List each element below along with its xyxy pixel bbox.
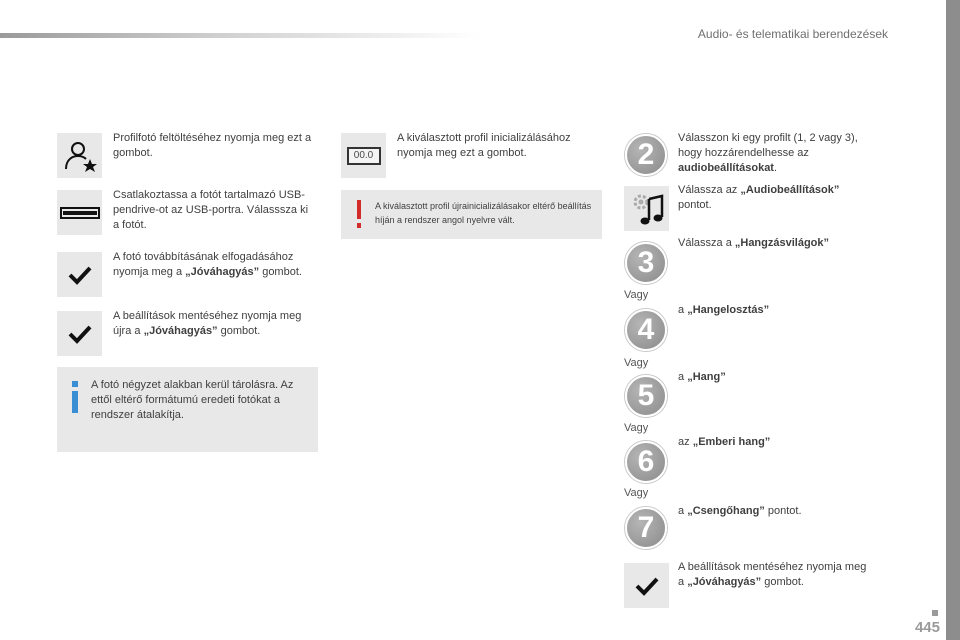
jovahagyas-label: „Jóváhagyás”	[687, 576, 762, 588]
hangelosztas-label: „Hangelosztás”	[687, 304, 770, 316]
page-title: Audio- és telematikai berendezések	[697, 27, 888, 41]
step-accept-photo-text: A fotó továbbításának elfogadásához nyomja meg a	[113, 251, 294, 278]
counter-display-icon: 00.0	[347, 147, 381, 165]
warning-text: A kiválasztott profil újrainicializálásakor eltérő beállítás híján a rendszer angol nyelvre vált.	[375, 201, 592, 225]
audiobeallitasok-label: audiobeállításokat	[678, 162, 774, 174]
option-ringtone-end: pontot.	[764, 505, 802, 517]
usb-icon-box	[57, 190, 102, 235]
gear-music-icon	[627, 189, 667, 229]
profile-photo-icon-box	[57, 133, 102, 178]
step-select-profile-text: Válasszon ki egy profilt (1, 2 vagy 3), hogy hozzárendelhesse az	[678, 132, 858, 159]
hang-label: „Hang”	[687, 371, 726, 383]
step-sound-worlds	[678, 236, 873, 251]
option-human-voice-text: az	[678, 436, 693, 448]
step-save-settings	[113, 309, 318, 339]
option-sound	[678, 370, 873, 385]
step-sound-worlds-text: Válassza a	[678, 237, 735, 249]
confirm-icon-box-3	[624, 563, 669, 608]
emberi-hang-label: „Emberi hang”	[692, 436, 771, 448]
or-label-3: Vagy	[624, 422, 649, 434]
step-save-settings-end: gombot.	[217, 325, 261, 337]
step-badge-7: 7	[625, 507, 667, 549]
step-badge-2: 2	[625, 134, 667, 176]
info-icon	[70, 381, 80, 413]
jovahagyas-label: „Jóváhagyás”	[143, 325, 218, 337]
audio-settings-icon-box	[624, 186, 669, 231]
checkmark-icon	[635, 576, 659, 596]
step-select-profile	[678, 131, 873, 176]
info-box	[57, 367, 318, 452]
confirm-icon-box-1	[57, 252, 102, 297]
reset-icon-box	[341, 133, 386, 178]
csengohang-label: „Csengőhang”	[687, 505, 765, 517]
usb-port-icon	[60, 203, 100, 223]
step-save-audio-text: A beállítások mentéséhez nyomja meg a	[678, 561, 867, 588]
step-save-audio	[678, 560, 873, 590]
step-save-settings-text: A beállítások mentéséhez nyomja meg újra a	[113, 310, 302, 337]
option-human-voice	[678, 435, 873, 450]
step-badge-4: 4	[625, 309, 667, 351]
hangzasvilagok-label: „Hangzásvilágok”	[734, 237, 830, 249]
confirm-icon-box-2	[57, 311, 102, 356]
warning-box	[341, 190, 602, 239]
user-star-icon	[61, 137, 99, 175]
header-bar	[0, 33, 480, 38]
or-label-1: Vagy	[624, 289, 649, 301]
page-number: 445	[914, 619, 940, 636]
step-audio-settings-end: pontot.	[678, 199, 712, 211]
checkmark-icon	[68, 324, 92, 344]
step-badge-6: 6	[625, 441, 667, 483]
step-accept-photo-end: gombot.	[259, 266, 302, 278]
step-upload-photo: Profilfotó feltöltéséhez nyomja meg ezt a gombot.	[113, 132, 312, 159]
page-marker	[932, 610, 938, 616]
option-ringtone	[678, 504, 873, 519]
side-strip	[946, 0, 960, 640]
step-select-profile-end: .	[773, 162, 778, 174]
option-sound-text: a	[678, 371, 688, 383]
jovahagyas-label: „Jóváhagyás”	[185, 266, 260, 278]
checkmark-icon	[68, 265, 92, 285]
step-badge-5: 5	[625, 375, 667, 417]
step-audio-settings	[678, 183, 873, 213]
option-sound-distribution-text: a	[678, 304, 688, 316]
step-save-audio-end: gombot.	[761, 576, 804, 588]
step-initialize-profile: A kiválasztott profil inicializálásához nyomja meg ezt a gombot.	[397, 132, 571, 159]
step-audio-settings-text: Válassza az	[678, 184, 741, 196]
or-label-2: Vagy	[624, 357, 649, 369]
warning-icon	[354, 200, 364, 230]
option-sound-distribution	[678, 303, 873, 318]
info-text: A fotó négyzet alakban kerül tárolásra. Az ettől eltérő formátumú eredeti fotókat a rendszer átalakítja.	[91, 379, 294, 421]
audio-settings-label: „Audiobeállítások”	[740, 184, 840, 196]
step-connect-usb: Csatlakoztassa a fotót tartalmazó USB-pendrive-ot az USB-portra. Válasssza ki a fotót.	[113, 189, 309, 231]
option-ringtone-text: a	[678, 505, 688, 517]
step-badge-3: 3	[625, 242, 667, 284]
or-label-4: Vagy	[624, 487, 649, 499]
step-accept-photo	[113, 250, 318, 280]
